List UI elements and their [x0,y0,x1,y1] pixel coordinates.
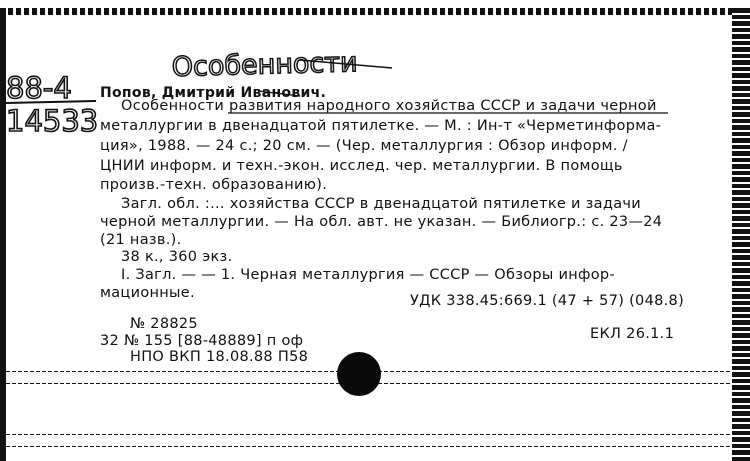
punch-hole [337,352,381,396]
card-publisher-line: НПО ВКП 18.08.88 П58 [130,349,309,365]
card-line-10: I. Загл. — — 1. Черная металлургия — СССР — Обзоры инфор- [121,267,615,283]
card-line-8: (21 назв.). [100,232,182,248]
ruled-line [6,446,732,447]
handwritten-code-lower: 14533 [6,104,99,138]
card-line-7: черной металлургии. — На обл. авт. не указан. — Библиогр.: с. 23—24 [100,214,663,230]
card-order-line: 32 № 155 [88-48889] п оф [100,333,304,349]
card-ekl: ЕКЛ 26.1.1 [590,326,675,342]
card-line-3: ция», 1988. — 24 с.; 20 см. — (Чер. металлургия : Обзор информ. / [100,138,628,154]
handwritten-code-upper: 88-4 [6,71,72,105]
card-udk: УДК 338.45:669.1 (47 + 57) (048.8) [410,293,685,309]
ruled-line [6,434,732,435]
card-line-1: Особенности развития народного хозяйства СССР и задачи черной [121,98,657,114]
card-author: Попов, Дмитрий Иванович. [100,85,327,101]
card-line-11: мационные. [100,285,195,301]
card-line-5: произв.-техн. образованию). [100,177,328,193]
card-line-2: металлургии в двенадцатой пятилетке. — М. : Ин-т «Черметинформа- [100,118,662,134]
card-line-9: 38 к., 360 экз. [121,249,233,265]
card-line-6: Загл. обл. :... хозяйства СССР в двенадцатой пятилетке и задачи [121,196,641,212]
handwritten-title-word: Особенности [171,47,358,83]
card-line-4: ЦНИИ информ. и техн.-экон. исслед. чер. металлургии. В помощь [100,158,623,174]
card-number: № 28825 [130,316,198,332]
